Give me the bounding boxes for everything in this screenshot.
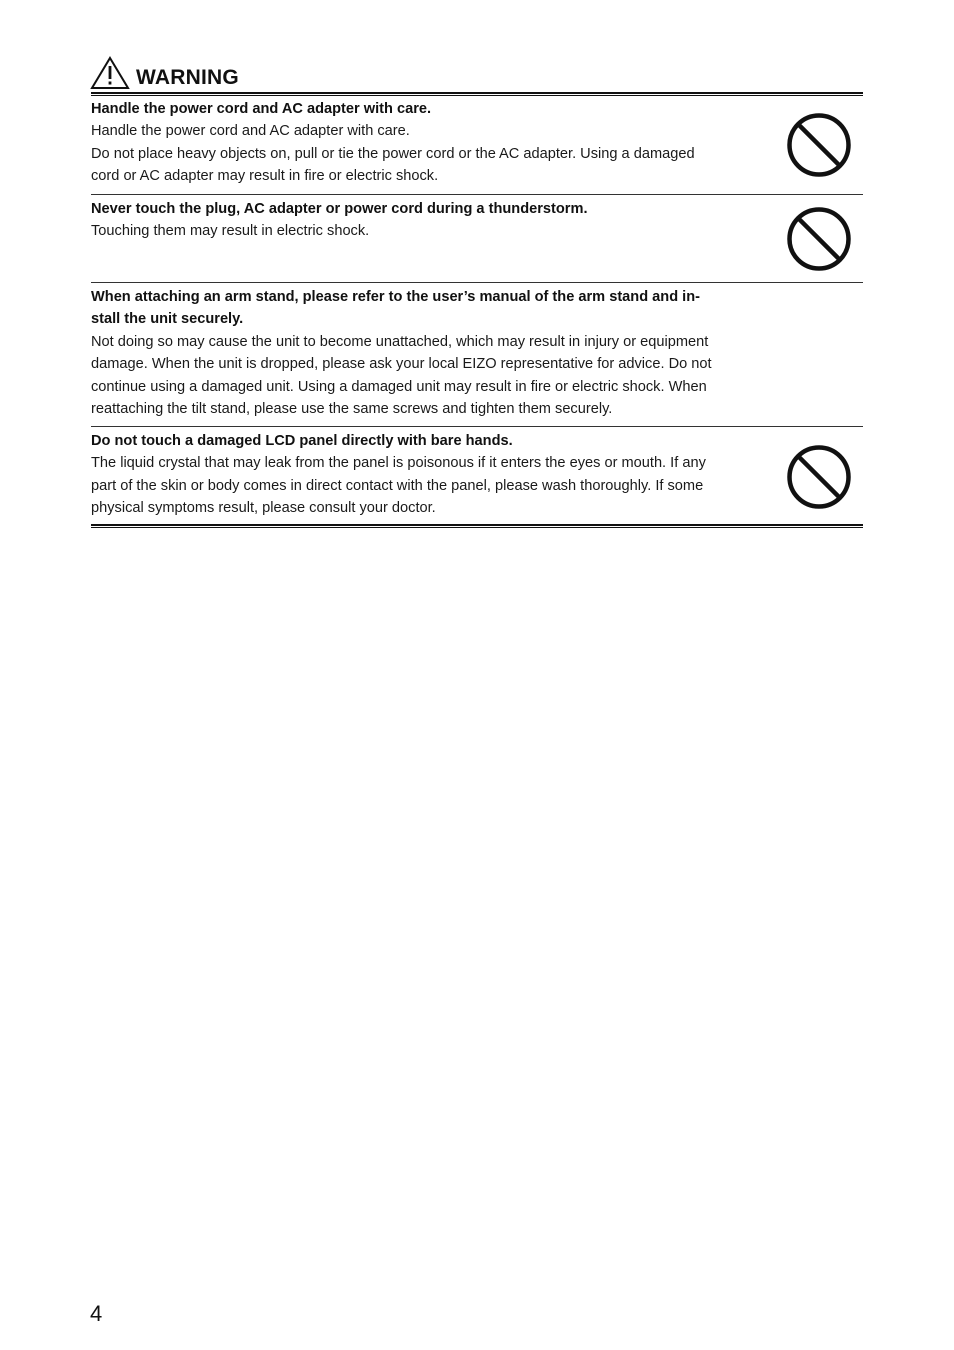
warning-item-body: The liquid crystal that may leak from the panel is poisonous if it enters the eyes or mouth. If any part of the skin or body comes in direct contact with the panel, please wash thoroughly. If some physical symptoms result, please consult your doctor. <box>91 455 706 517</box>
warning-item <box>91 286 781 420</box>
warning-item-title: Never touch the plug, AC adapter or power cord during a thunderstorm. <box>91 201 588 217</box>
warning-item-body: Not doing so may cause the unit to become unattached, which may result in injury or equipment damage. When the unit is dropped, please ask your local EIZO representative for advice. Do not continue using a damaged unit. Using a damaged unit may result in fire or electric shock. When reattaching the tilt stand, please use the same screws and tighten them securely. <box>91 333 712 418</box>
item-divider <box>91 426 863 427</box>
page-number: 4 <box>90 1301 103 1326</box>
prohibition-icon <box>786 206 852 272</box>
item-divider <box>91 194 863 195</box>
warning-header <box>90 54 863 92</box>
item-divider <box>91 282 863 283</box>
warning-item-title: Handle the power cord and AC adapter with care. <box>91 101 432 117</box>
warning-item-title: When attaching an arm stand, please refer to the user’s manual of the arm stand and in- stall the unit securely. <box>91 289 701 328</box>
prohibition-icon <box>786 444 852 510</box>
warning-triangle-icon <box>90 56 130 90</box>
warning-item-title: Do not touch a damaged LCD panel directly with bare hands. <box>91 433 513 449</box>
warning-item-body: Touching them may result in electric shock. <box>91 223 370 240</box>
warning-item <box>91 430 781 520</box>
prohibition-icon <box>786 112 852 178</box>
warning-item <box>91 98 781 188</box>
header-divider <box>91 92 863 96</box>
warning-item <box>91 198 781 243</box>
warning-item-body: Handle the power cord and AC adapter with care. Do not place heavy objects on, pull or tie the power cord or the AC adapter. Using a damaged cord or AC adapter may result in fire or electric shock. <box>91 123 695 185</box>
footer-divider <box>91 524 863 528</box>
warning-title: WARNING <box>136 66 239 89</box>
